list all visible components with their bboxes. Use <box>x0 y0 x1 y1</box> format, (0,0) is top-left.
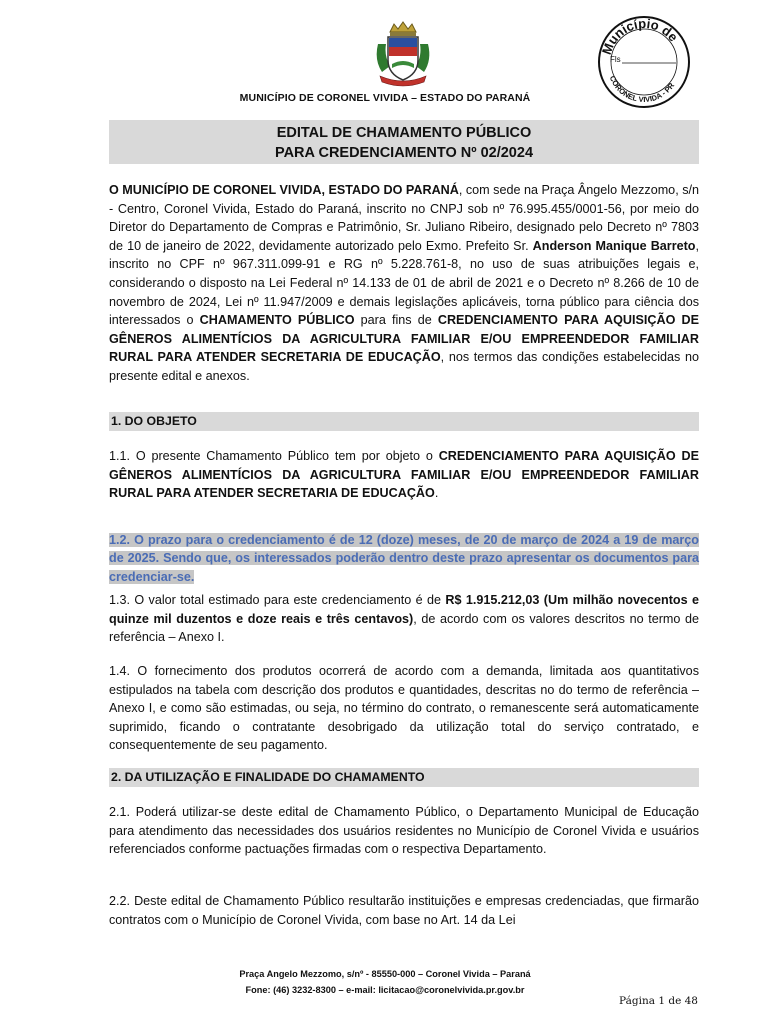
intro-text-2: , inscrito no CPF nº 967.311.099-91 e RG nº 5.228.761-8, no uso de suas atribuições legais e, considerando o disposto na Lei Federal nº 14.133 de 01 de abril de 2021 e o Decreto nº 8.266 de 10 de novembro de 2024, Lei nº 11.947/2009 e demais legislações aplicáveis, torna público para ciência dos interessados o <box>109 238 699 328</box>
item-1-4-text: 1.4. O fornecimento dos produtos ocorrerá de acordo com a demanda, limitada aos quantitativos estipulados na tabela com descrição dos produtos e quantidades, descritas no do termo de referência – Anexo I, e como são estimadas, ou seja, no término do contrato, o remanescente será automaticamente suprimido, ficando o contratante desobrigado da utilização total do serviço contratado, e consequentemente de seu pagamento. <box>109 664 699 753</box>
intro-lead: O MUNICÍPIO DE CORONEL VIVIDA, ESTADO DO PARANÁ <box>109 183 459 197</box>
stamp-bottom-text: CORONEL VIVIDA - PR <box>607 74 677 105</box>
intro-text-4: , nos termos das condições estabelecidas no presente edital e anexos. <box>109 350 700 383</box>
title-line-2: PARA CREDENCIAMENTO Nº 02/2024 <box>274 145 534 161</box>
objeto-term: CREDENCIAMENTO PARA AQUISIÇÃO DE GÊNEROS ALIMENTÍCIOS DA AGRICULTURA FAMILIAR E/OU EMPREENDEDOR FAMILIAR RURAL PARA ATENDER SECRETARIA DE EDUCAÇÃO <box>109 313 699 365</box>
intro-text-1: , com sede na Praça Ângelo Mezzomo, s/n - Centro, Coronel Vivida, Estado do Paraná, inscrito no CNPJ sob nº 76.995.455/0001-56, por meio do Diretor do Departamento de Compras e Patrimônio, Sr. Juliano Ribeiro, designado pelo Decreto nº 7803 de 10 de janeiro de 2022, devidamente autorizado pelo Exmo. Prefeito Sr. <box>109 183 699 253</box>
item-1-4 <box>109 662 699 755</box>
section-2-heading: 2. DA UTILIZAÇÃO E FINALIDADE DO CHAMAMENTO <box>109 768 699 787</box>
item-1-1 <box>109 447 699 503</box>
title-line-1: EDITAL DE CHAMAMENTO PÚBLICO <box>276 125 532 141</box>
item-1-3 <box>109 591 699 647</box>
page-number: Página 1 de 48 <box>619 995 698 1007</box>
item-2-1-text: 2.1. Poderá utilizar-se deste edital de Chamamento Público, o Departamento Municipal de Educação para atendimento das necessidades dos usuários residentes no Município de Coronel Vivida e usuários referenciados conforme pactuações firmadas com o respectiva Departamento. <box>109 805 699 857</box>
document-title <box>109 120 699 164</box>
item-1-1-end: . <box>434 486 439 501</box>
item-2-1 <box>109 803 699 859</box>
item-1-3-text: 1.3. O valor total estimado para este credenciamento é de <box>109 593 446 607</box>
item-2-2-text: 2.2. Deste edital de Chamamento Público resultarão instituições e empresas credenciadas, que firmarão contratos com o Município de Coronel Vivida, com base no Art. 14 da Lei <box>109 894 699 927</box>
municipio-header: MUNICÍPIO DE CORONEL VIVIDA – ESTADO DO PARANÁ <box>239 92 531 104</box>
prefeito-name: Anderson Manique Barreto <box>532 238 696 253</box>
item-2-2 <box>109 892 699 929</box>
coat-of-arms-logo <box>372 20 434 90</box>
intro-paragraph <box>109 181 699 386</box>
item-1-2 <box>109 518 699 599</box>
stamp-fls-text: Fls <box>610 55 621 64</box>
item-1-3-value: R$ 1.915.212,03 (Um milhão novecentos e quinze mil duzentos e doze reais e três centavos) <box>109 593 699 626</box>
item-1-1-bold: CREDENCIAMENTO PARA AQUISIÇÃO DE GÊNEROS ALIMENTÍCIOS DA AGRICULTURA FAMILIAR E/OU EMPREENDEDOR FAMILIAR RURAL PARA ATENDER SECRETARIA DE EDUCAÇÃO <box>109 449 699 501</box>
footer-contact: Fone: (46) 3232-8300 – e-mail: licitacao@coronelvivida.pr.gov.br <box>245 985 525 995</box>
item-1-1-text: 1.1. O presente Chamamento Público tem por objeto o <box>109 449 439 463</box>
footer-address: Praça Angelo Mezzomo, s/nº - 85550-000 – Coronel Vivida – Paraná <box>239 969 531 979</box>
intro-text-3: para fins de <box>354 313 438 328</box>
page-footer <box>0 966 770 998</box>
item-1-2-highlighted: 1.2. O prazo para o credenciamento é de 12 (doze) meses, de 20 de março de 2024 a 19 de março de 2025. Sendo que, os interessados poderão dentro deste prazo apresentar os documentos para credenciar-se. <box>109 532 699 584</box>
stamp-top-text: Município de <box>598 15 682 57</box>
section-1-heading: 1. DO OBJETO <box>109 412 699 431</box>
item-1-3-end: , de acordo com os valores descritos no termo de referência – Anexo I. <box>109 611 699 645</box>
chamamento-term: CHAMAMENTO PÚBLICO <box>199 313 355 328</box>
